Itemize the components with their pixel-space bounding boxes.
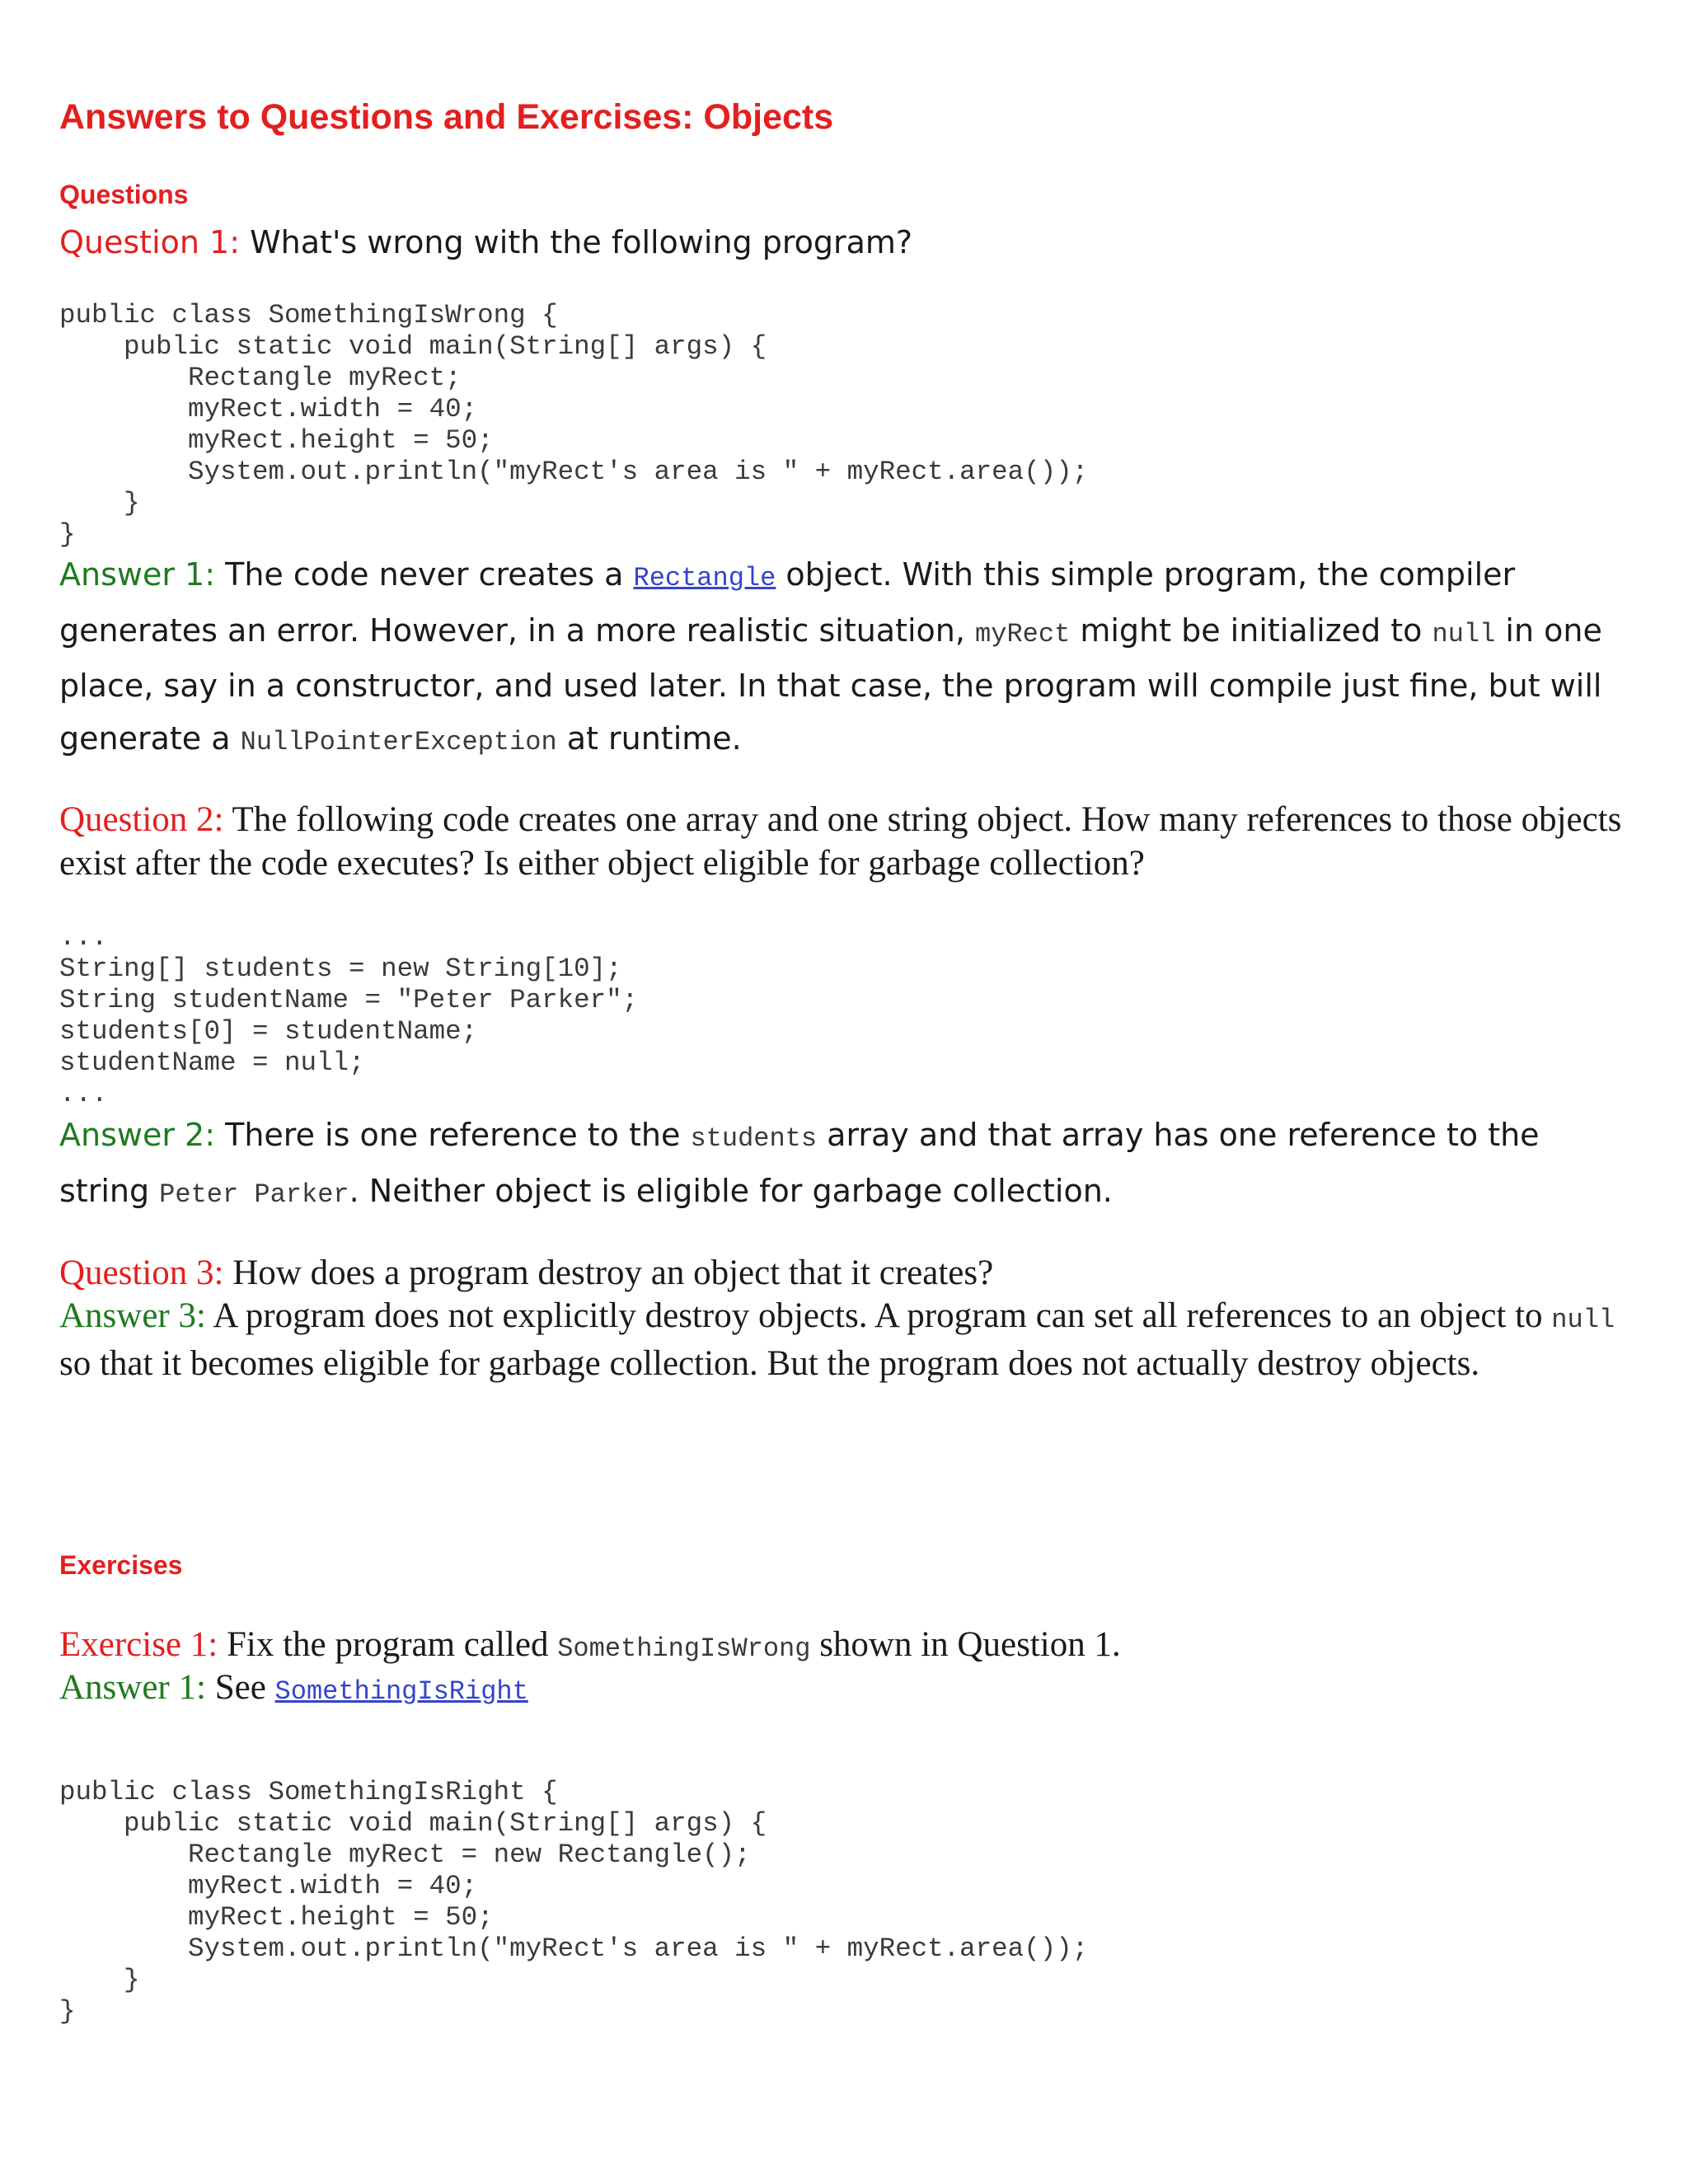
- inline-code: students: [690, 1123, 818, 1154]
- inline-code: myRect: [975, 618, 1071, 649]
- exercise-answer-1: [59, 1666, 1625, 1714]
- answer-1-text: object. With this simple program, the compiler generates an error. However, in a more realistic situation,: [59, 556, 1516, 649]
- inline-code: null: [1551, 1305, 1615, 1335]
- inline-code: null: [1432, 618, 1496, 649]
- question-2-label: Question 2:: [59, 800, 224, 839]
- answer-1-text: in one place, say in a constructor, and used later. In that case, the program will compile just fine, but will generate a: [59, 612, 1602, 757]
- question-2-code: ... String[] students = new String[10]; String studentName = "Peter Parker"; students[0] = studentName; studentName = null; ...: [59, 922, 639, 1109]
- exercise-1-text: shown in Question 1.: [810, 1625, 1121, 1664]
- question-1-text: What's wrong with the following program?: [240, 224, 913, 260]
- answer-3: [59, 1295, 1625, 1385]
- inline-code: SomethingIsWrong: [557, 1633, 811, 1664]
- answer-1-text: The code never creates a: [215, 556, 634, 593]
- question-1-code: public class SomethingIsWrong { public static void main(String[] args) { Rectangle myRect; myRect.width = 40; myRect.height = 50; System.out.println("myRect's area is " + myRect.area()); } }: [59, 300, 1089, 550]
- exercise-answer-1-text: See: [205, 1668, 275, 1707]
- exercise-answer-1-label: Answer 1:: [59, 1668, 206, 1707]
- exercise-1-label: Exercise 1:: [59, 1625, 218, 1664]
- something-is-right-link[interactable]: SomethingIsRight: [274, 1676, 528, 1707]
- exercises-heading: Exercises: [59, 1550, 183, 1580]
- inline-code: NullPointerException: [240, 726, 557, 757]
- questions-heading: Questions: [59, 180, 189, 209]
- answer-1: [59, 549, 1609, 768]
- question-2: [59, 799, 1625, 885]
- answer-2: [59, 1109, 1609, 1221]
- question-3-label: Question 3:: [59, 1254, 224, 1292]
- question-2-text: The following code creates one array and one string object. How many references to those objects exist after the code executes? Is either object eligible for garbage collection?: [59, 800, 1622, 883]
- question-3-text: How does a program destroy an object that it creates?: [223, 1254, 994, 1292]
- question-1-label: Question 1:: [59, 224, 241, 260]
- page-title: Answers to Questions and Exercises: Objects: [59, 97, 834, 137]
- answer-2-text: There is one reference to the: [215, 1117, 691, 1153]
- exercise-1: [59, 1624, 1625, 1671]
- inline-code: Peter Parker: [159, 1179, 349, 1210]
- answer-1-label: Answer 1:: [59, 556, 216, 593]
- rectangle-link[interactable]: Rectangle: [633, 563, 776, 593]
- answer-1-text: might be initialized to: [1070, 612, 1432, 649]
- exercise-1-text: Fix the program called: [218, 1625, 558, 1664]
- answer-3-text: A program does not explicitly destroy objects. A program can set all references to an object to: [205, 1296, 1552, 1335]
- answer-2-text: . Neither object is eligible for garbage collection.: [349, 1172, 1113, 1209]
- answer-2-label: Answer 2:: [59, 1117, 216, 1153]
- exercise-answer-1-code: public class SomethingIsRight { public static void main(String[] args) { Rectangle myRect = new Rectangle(); myRect.width = 40; myRect.height = 50; System.out.println("myRect's area is " + myRect.area()); } }: [59, 1777, 1089, 2027]
- answer-3-label: Answer 3:: [59, 1296, 206, 1335]
- answer-3-text: so that it becomes eligible for garbage collection. But the program does not actually destroy objects.: [59, 1343, 1480, 1383]
- answer-1-text: at runtime.: [556, 719, 742, 757]
- question-1: [59, 217, 1609, 269]
- answer-2-text: array and that array has one reference to the string: [59, 1117, 1540, 1209]
- question-3: [59, 1252, 1625, 1296]
